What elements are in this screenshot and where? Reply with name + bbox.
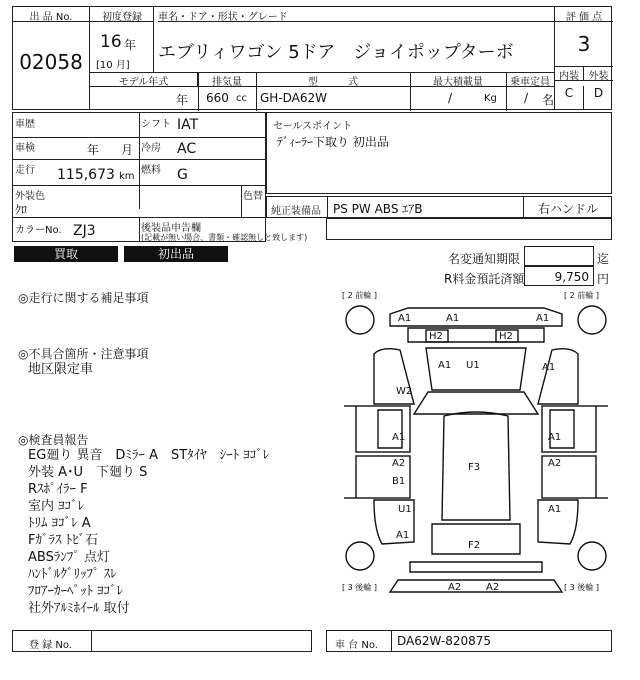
mileage-label: 走行 [15, 165, 35, 176]
title-change-field [524, 246, 594, 266]
grade-label: 評 価 点 [555, 8, 613, 22]
after-market-label: 後装品申告欄 [141, 223, 201, 234]
mark-front-center: A1 [446, 313, 460, 324]
capacity-label: 乗車定員 [506, 73, 554, 87]
shift-value: IAT [177, 117, 199, 133]
exterior-color-label: 外装色 [15, 191, 45, 202]
interior-value: C [555, 86, 584, 110]
mark-rear-glass: F2 [468, 540, 481, 551]
chassis-value: DA62W-820875 [397, 634, 492, 648]
spec-row [90, 72, 554, 110]
mark-fender-right: A1 [542, 362, 556, 373]
model-year-unit: 年 [176, 93, 189, 107]
mark-quarter-r-a1: A1 [548, 504, 562, 515]
defects-text: 地区限定車 [28, 362, 94, 377]
equipment-value: PS PW ABS ｴｱB [333, 202, 423, 216]
sales-section [266, 112, 612, 242]
mileage-unit: km [119, 171, 135, 182]
header-section [12, 6, 612, 110]
sales-point-box [266, 112, 612, 194]
exterior-value: D [593, 86, 604, 100]
displacement-value: 660 [206, 91, 229, 105]
shift-label: シフト [141, 119, 171, 130]
recycle-field [524, 266, 594, 286]
mark-door-rl-b1: B1 [392, 476, 406, 487]
interior-label: 内装 [555, 67, 584, 81]
max-load-unit: Kg [484, 93, 497, 104]
after-market-note: (記載が無い場合、書類・確認無しと致します) [141, 233, 308, 242]
title-change-unit: 迄 [597, 252, 610, 266]
inspector-heading: ◎検査員報告 [18, 433, 89, 447]
history-label: 車歴 [15, 119, 35, 130]
exterior-label: 外装 [584, 67, 613, 81]
color-change-divider [241, 185, 242, 217]
inspector-line: Rｽﾎﾟｲﾗｰ F [28, 482, 88, 497]
sales-point-value: ﾃﾞｨｰﾗｰ下取り 初出品 [277, 135, 389, 149]
details-divider-h2 [13, 159, 265, 160]
title-change-label: 名変通知期限 [448, 252, 521, 266]
inspection-label: 車検 [15, 143, 35, 154]
mark-rear-bumper-a2: A2 [448, 582, 462, 593]
first-reg-label: 初度登録 [90, 8, 154, 22]
chassis-divider [391, 631, 392, 651]
max-load-label: 最大積載量 [410, 73, 506, 87]
grade-cell [554, 6, 612, 110]
damage-diagram [338, 290, 614, 626]
car-name-cell [154, 6, 554, 72]
inspector-line: 社外ｱﾙﾐﾎｲｰﾙ 取付 [28, 601, 130, 616]
lot-no-label: 出 品 No. [12, 8, 90, 22]
equipment-box [266, 196, 612, 218]
after-market-box [326, 218, 612, 240]
mark-hood-u1: U1 [466, 360, 480, 371]
tire-rear-left-icon [346, 542, 374, 570]
first-reg-cell [90, 6, 154, 72]
displacement-unit: cc [236, 93, 247, 104]
inspection-year: 年 [87, 143, 100, 157]
inspector-lines [28, 448, 328, 618]
inspector-line: ABSﾗﾝﾌﾟ 点灯 [28, 550, 110, 565]
model-year-label: モデル年式 [90, 73, 198, 87]
inspection-month: 月 [121, 143, 134, 157]
mileage-value: 115,673 [57, 167, 115, 183]
inspector-line: EG廻り 異音 Dﾐﾗｰ A STﾀｲﾔ ｼｰﾄ ﾖｺﾞﾚ [28, 448, 270, 463]
steering-value: 右ハンドル [537, 202, 598, 216]
details-divider-v [139, 113, 140, 209]
type-label: 型 式 [256, 73, 410, 87]
registration-label: 登 録 No. [29, 640, 72, 651]
tire-label-rear-left: [ 3 後輪 ] [342, 583, 377, 592]
recycle-unit: 円 [597, 272, 610, 286]
inspector-line: ﾌﾛｱｰｶｰﾍﾟｯﾄ ﾖｺﾞﾚ [28, 584, 124, 599]
mark-door-fr: A1 [548, 432, 562, 443]
tire-front-right-icon [578, 306, 606, 334]
capacity-unit: 名 [542, 93, 555, 107]
footer-registration [12, 630, 312, 652]
mark-headlight-right: H2 [499, 331, 513, 342]
recycle-label: R料金預託済額 [444, 272, 525, 286]
mark-door-rl-a2: A2 [392, 458, 406, 469]
sales-point-label: セールスポイント [273, 121, 353, 132]
footer-chassis [326, 630, 612, 652]
color-no-value: ZJ3 [73, 223, 96, 239]
inspector-line: 室内 ﾖｺﾞﾚ [28, 499, 85, 514]
fuel-label: 燃料 [141, 165, 161, 176]
max-load-slash: / [448, 91, 453, 105]
mark-headlight-left: H2 [429, 331, 443, 342]
mark-hood-a1: A1 [438, 360, 452, 371]
tire-front-left-icon [346, 306, 374, 334]
lot-no-value: 02058 [19, 50, 83, 74]
tire-label-rear-right: [ 3 後輪 ] [564, 583, 599, 592]
equipment-divider [327, 197, 328, 217]
mark-front-left: A1 [398, 313, 412, 324]
color-no-divider [139, 217, 140, 241]
exterior-color-value: ｸﾛ [15, 203, 28, 217]
inspector-line: ﾄﾘﾑ ﾖｺﾞﾚ A [28, 516, 91, 531]
tire-label-front-right: [ 2 前輪 ] [564, 291, 599, 300]
grade-value: 3 [577, 32, 591, 56]
fuel-value: G [177, 167, 188, 183]
mark-door-fl: A1 [392, 432, 406, 443]
mark-front-right: A1 [536, 313, 550, 324]
capacity-slash: / [524, 91, 529, 105]
mark-rear-bumper-a2b: A2 [486, 582, 500, 593]
car-name-label: 車名・ドア・形状・グレード [158, 8, 558, 22]
lot-no-cell [12, 6, 90, 110]
car-name-value: エブリィワゴン 5ドア ジョイポップターボ [158, 42, 514, 63]
model-code: GH-DA62W [260, 91, 328, 105]
inspector-line: ﾊﾝﾄﾞﾙｸﾞﾘｯﾌﾟ ｽﾚ [28, 567, 117, 582]
registration-divider [91, 631, 92, 651]
inspector-line: Fｶﾞﾗｽ ﾄﾋﾞ石 [28, 533, 99, 548]
buy-badge: 買取 [14, 246, 118, 262]
defects-heading: ◎不具合箇所・注意事項 [18, 347, 149, 361]
tire-rear-right-icon [578, 542, 606, 570]
details-divider-h3 [13, 185, 265, 186]
displacement-label: 排気量 [198, 73, 256, 87]
first-reg-year: 16 [100, 32, 122, 52]
mark-door-rr: A2 [548, 458, 562, 469]
color-change-label: 色替 [243, 191, 263, 202]
first-reg-month: [10 月] [96, 60, 130, 71]
mark-quarter-l-a1: A1 [396, 530, 410, 541]
ac-label: 冷房 [141, 143, 161, 154]
equipment-label: 純正装備品 [271, 206, 321, 217]
mark-quarter-l-u1: U1 [398, 504, 412, 515]
mark-fender-left: W2 [396, 386, 413, 397]
first-reg-year-unit: 年 [124, 38, 137, 52]
tire-label-front-left: [ 2 前輪 ] [342, 291, 377, 300]
car-outline [338, 290, 614, 626]
first-listing-badge: 初出品 [124, 246, 228, 262]
inspector-line: 外装 A･U 下廻り S [28, 465, 148, 480]
driving-heading: ◎走行に関する補足事項 [18, 291, 149, 305]
color-no-label: カラーNo. [15, 225, 62, 236]
recycle-amount: 9,750 [554, 270, 589, 284]
mark-roof: F3 [468, 462, 481, 473]
details-divider-h1 [13, 137, 265, 138]
chassis-label: 車 台 No. [335, 640, 378, 651]
ac-value: AC [177, 141, 197, 157]
